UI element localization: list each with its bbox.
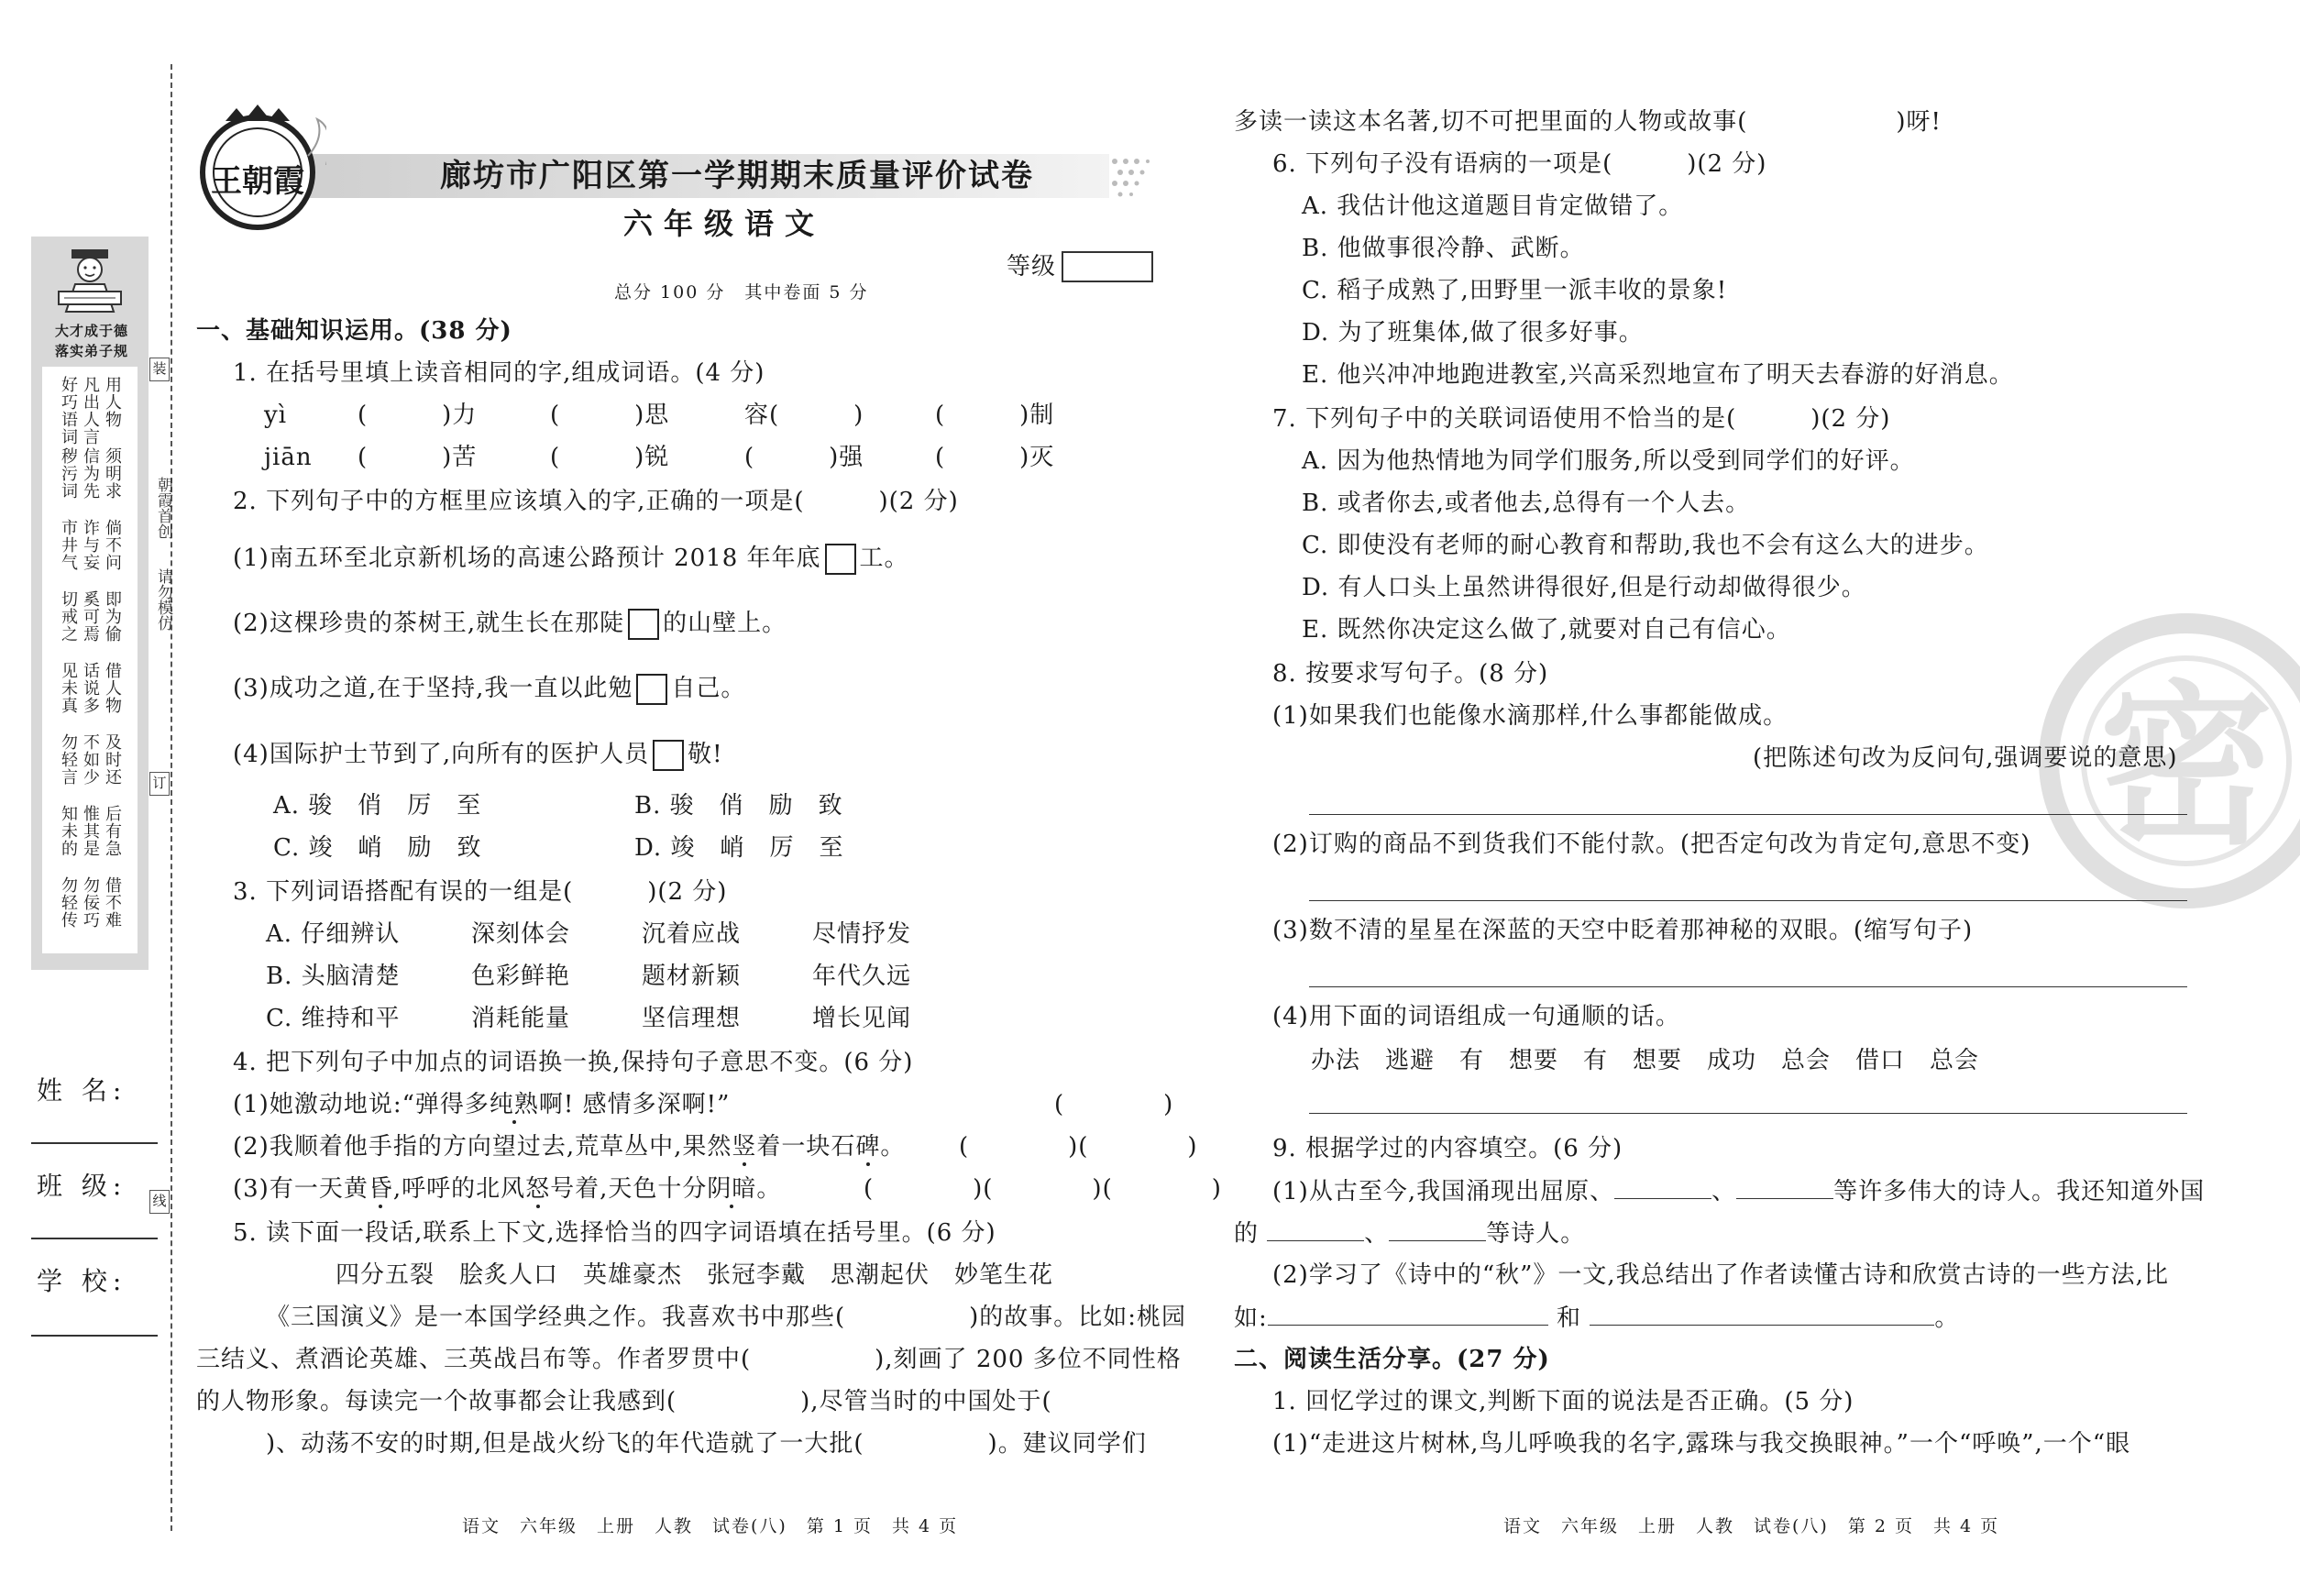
q3-b-1[interactable]: B. 头脑清楚 [266, 963, 401, 990]
proverb-13: 见未真 [59, 662, 78, 714]
proverb-18: 及时还 [103, 733, 122, 786]
seal-char-3: 线 [149, 1190, 170, 1214]
r-q1-item-1: (1)“走进这片树林,鸟儿呼唤我的名字,露珠与我交换眼神。”一个“呼唤”,一个“眼 [1272, 1430, 2131, 1458]
q2-sentence-1: (1)南五环至北京新机场的高速公路预计 2018 年年底 工。 [233, 543, 909, 575]
q5-word-bank: 四分五裂 脍炙人口 英雄豪杰 张冠李戴 思潮起伏 妙笔生花 [336, 1261, 1054, 1289]
proverb-21: 后有急 [103, 805, 122, 857]
proverb-8: 诈与妄 [81, 519, 100, 571]
q1-blank-8[interactable]: ( )灭 [935, 444, 1055, 471]
q5-passage-2: 三结义、煮酒论英雄、三英战吕布等。作者罗贯中( ),刻画了 200 多位不同性格 [196, 1346, 1182, 1373]
page-title: 廊坊市广阳区第一学期期末质量评价试卷 [440, 158, 1034, 194]
q3-a-1[interactable]: A. 仔细辨认 [266, 920, 401, 948]
q8-stem: 8. 按要求写句子。(8 分) [1272, 660, 1549, 688]
q7-option-c[interactable]: C. 即使没有老师的耐心教育和帮助,我也不会有这么大的进步。 [1302, 532, 1989, 559]
r-q1-stem: 1. 回忆学过的课文,判断下面的说法是否正确。(5 分) [1272, 1388, 1854, 1415]
seal-char-1: 装 [149, 358, 170, 381]
q3-a-4: 尽情抒发 [812, 920, 912, 948]
proverb-20: 惟其是 [81, 805, 100, 857]
q2-box-1[interactable] [825, 544, 856, 575]
q8-answer-line-4[interactable] [1309, 1113, 2187, 1114]
q5-passage-1: 《三国演义》是一本国学经典之作。我喜欢书中那些( )的故事。比如:桃园 [266, 1304, 1187, 1331]
q3-b-3: 题材新颖 [642, 963, 742, 990]
q8-sentence-4: (4)用下面的词语组成一句通顺的话。 [1272, 1003, 1680, 1030]
q2-stem: 2. 下列句子中的方框里应该填入的字,正确的一项是( )(2 分) [233, 488, 959, 515]
q2-sentence-4: (4)国际护士节到了,向所有的医护人员 敬! [233, 739, 723, 771]
q1-blank-5[interactable]: ( )苦 [358, 444, 478, 471]
q9-line-2: 的 、 等诗人。 [1234, 1217, 1585, 1249]
q9-blank-2[interactable] [1736, 1175, 1833, 1199]
class-label: 班 级: [37, 1171, 127, 1201]
q2-box-4[interactable] [653, 740, 684, 771]
q3-c-2: 消耗能量 [471, 1005, 571, 1032]
school-line[interactable] [31, 1335, 158, 1337]
name-line[interactable] [31, 1142, 158, 1144]
q3-b-2: 色彩鲜艳 [471, 963, 571, 990]
q7-option-d[interactable]: D. 有人口头上虽然讲得很好,但是行动却做得很少。 [1302, 574, 1866, 601]
proverb-22: 勿轻传 [59, 876, 78, 929]
q4-answer-3[interactable]: ( )( )( ) [864, 1175, 1222, 1203]
q6-stem: 6. 下列句子没有语病的一项是( )(2 分) [1272, 150, 1767, 178]
q8-answer-line-1[interactable] [1309, 814, 2187, 815]
q6-option-e[interactable]: E. 他兴冲冲地跑进教室,兴高采烈地宣布了明天去春游的好消息。 [1302, 361, 2014, 389]
q4-stem: 4. 把下列句子中加点的词语换一换,保持句子意思不变。(6 分) [233, 1049, 914, 1076]
q4-sentence-2: (2)我顺着他手指的方向望过去,荒草丛中,果然竖着一块石碑。 [233, 1133, 906, 1161]
q8-sentence-2: (2)订购的商品不到货我们不能付款。(把否定句改为肯定句,意思不变) [1272, 831, 2031, 858]
proverb-4: 秽污词 [59, 447, 78, 500]
seal-char-2: 订 [149, 772, 170, 796]
q7-option-a[interactable]: A. 因为他热情地为同学们服务,所以受到同学们的好评。 [1302, 447, 1915, 475]
q2-box-3[interactable] [636, 674, 667, 705]
q9-line-3: (2)学习了《诗中的“秋”》一文,我总结出了作者读懂古诗和欣赏古诗的一些方法,比 [1272, 1261, 2169, 1289]
proverb-23: 勿佞巧 [81, 876, 100, 929]
q5-passage-4: )、动荡不安的时期,但是战火纷飞的年代造就了一大批( )。建议同学们 [266, 1430, 1147, 1458]
q6-option-a[interactable]: A. 我估计他这道题目肯定做错了。 [1302, 193, 1684, 220]
q5-passage-3: 的人物形象。每读完一个故事都会让我感到( ),尽管当时的中国处于( [196, 1388, 1052, 1415]
q9-line-4: 如: 和 。 [1234, 1302, 1959, 1334]
q9-blank-4[interactable] [1389, 1217, 1486, 1241]
proverb-1: 好巧语词 [59, 376, 78, 446]
page-subtitle: 六年级语文 [623, 206, 826, 241]
q7-option-e[interactable]: E. 既然你决定这么做了,就要对自己有信心。 [1302, 616, 1791, 644]
q9-blank-6[interactable] [1590, 1302, 1934, 1326]
proverb-12: 即为偷 [103, 590, 122, 643]
proverb-17: 不如少 [81, 733, 100, 786]
q8-answer-line-2[interactable] [1309, 900, 2187, 901]
proverb-7: 市井气 [59, 519, 78, 571]
q3-b-4: 年代久远 [812, 963, 912, 990]
q2-option-c[interactable]: C. 竣 峭 励 致 [273, 834, 482, 862]
q7-option-b[interactable]: B. 或者你去,或者他去,总得有一个人去。 [1302, 490, 1751, 517]
q9-blank-5[interactable] [1268, 1302, 1548, 1326]
q1-blank-7[interactable]: ( )强 [744, 444, 864, 471]
q2-sentence-2: (2)这棵珍贵的茶树王,就生长在那陡 的山壁上。 [233, 608, 787, 640]
proverb-19: 知未的 [59, 805, 78, 857]
grade-box[interactable] [1062, 251, 1153, 282]
q9-blank-3[interactable] [1267, 1217, 1364, 1241]
q3-a-2: 深刻体会 [471, 920, 571, 948]
q1-blank-6[interactable]: ( )锐 [550, 444, 670, 471]
q6-option-d[interactable]: D. 为了班集体,做了很多好事。 [1302, 319, 1644, 347]
proverb-panel [31, 237, 149, 970]
q8-sentence-1: (1)如果我们也能像水滴那样,什么事都能做成。 [1272, 702, 1788, 730]
q8-word-list: 办法 逃避 有 想要 有 想要 成功 总会 借口 总会 [1311, 1047, 1980, 1074]
q6-option-b[interactable]: B. 他做事很冷静、武断。 [1302, 235, 1585, 262]
q4-answer-2[interactable]: ( )( ) [959, 1133, 1198, 1161]
q2-option-d[interactable]: D. 竣 峭 厉 至 [634, 834, 844, 862]
q1-blank-3[interactable]: 容( ) [744, 402, 864, 429]
proverb-11: 奚可焉 [81, 590, 100, 643]
school-label: 学 校: [37, 1266, 127, 1296]
q4-answer-1[interactable]: ( ) [1054, 1091, 1174, 1118]
proverb-6: 须明求 [103, 447, 122, 500]
logo-text: 王朝霞 [211, 163, 304, 200]
dot-pattern-icon [1109, 154, 1161, 198]
q2-box-2[interactable] [628, 609, 659, 640]
q8-sentence-3: (3)数不清的星星在深蓝的天空中眨着那神秘的双眼。(缩写句子) [1272, 917, 1974, 944]
grade-label: 等级 [1007, 253, 1057, 281]
q9-stem: 9. 根据学过的内容填空。(6 分) [1272, 1135, 1623, 1162]
q3-c-3: 坚信理想 [642, 1005, 742, 1032]
q8-answer-line-3[interactable] [1309, 986, 2187, 987]
q3-a-3: 沉着应战 [642, 920, 742, 948]
class-line[interactable] [31, 1238, 158, 1239]
footer-page-1: 语文 六年级 上册 人教 试卷(八) 第 1 页 共 4 页 [462, 1516, 959, 1536]
q2-option-a[interactable]: A. 骏 俏 厉 至 [273, 792, 482, 820]
q1-stem: 1. 在括号里填上读音相同的字,组成词语。(4 分) [233, 359, 765, 387]
q2-sentence-3: (3)成功之道,在于坚持,我一直以此勉 自己。 [233, 673, 745, 705]
seam-text-1: 朝霞首创 [154, 477, 172, 539]
q4-sentence-1: (1)她激动地说:“弹得多纯熟啊! 感情多深啊!” [233, 1091, 731, 1118]
proverb-2: 凡出人言 [81, 376, 100, 446]
q2-option-b[interactable]: B. 骏 俏 励 致 [634, 792, 843, 820]
q9-blank-1[interactable] [1614, 1175, 1711, 1199]
motto-line-2: 落实弟子规 [54, 343, 128, 359]
q3-c-4: 增长见闻 [812, 1005, 912, 1032]
q1-blank-1[interactable]: ( )力 [358, 402, 478, 429]
proverb-5: 信为先 [81, 447, 100, 500]
q1-pinyin-1: yì [264, 402, 288, 429]
q7-stem: 7. 下列句子中的关联词语使用不恰当的是( )(2 分) [1272, 405, 1891, 433]
motto-line-1: 大才成于德 [54, 323, 128, 339]
proverb-24: 借不难 [103, 876, 122, 929]
proverb-15: 借人物 [103, 662, 122, 714]
section-2-heading: 二、阅读生活分享。(27 分) [1234, 1346, 1550, 1373]
footer-page-2: 语文 六年级 上册 人教 试卷(八) 第 2 页 共 4 页 [1503, 1516, 2000, 1536]
proverb-14: 话说多 [81, 662, 100, 714]
q3-stem: 3. 下列词语搭配有误的一组是( )(2 分) [233, 878, 728, 906]
q1-blank-2[interactable]: ( )思 [550, 402, 670, 429]
q9-line-1: (1)从古至今,我国涌现出屈原、 、 等许多伟大的诗人。我还知道外国 [1272, 1175, 2205, 1207]
scholar-icon [51, 244, 128, 317]
q1-pinyin-2: jiān [264, 444, 313, 471]
q1-blank-4[interactable]: ( )制 [935, 402, 1055, 429]
r-continued-text: 多读一读这本名著,切不可把里面的人物或故事( )呀! [1234, 108, 1942, 136]
score-note: 总分 100 分 其中卷面 5 分 [614, 282, 869, 303]
q4-sentence-3: (3)有一天黄昏,呼呼的北风怒号着,天色十分阴暗。 [233, 1175, 782, 1203]
proverb-box [42, 367, 138, 953]
q3-c-1[interactable]: C. 维持和平 [266, 1005, 401, 1032]
proverb-9: 倘不问 [103, 519, 122, 571]
seam-text-2: 请勿模仿 [154, 568, 172, 631]
q6-option-c[interactable]: C. 稻子成熟了,田野里一派丰收的景象! [1302, 277, 1728, 304]
proverb-10: 切戒之 [59, 590, 78, 643]
q8-requirement-1: (把陈述句改为反问句,强调要说的意思) [1753, 744, 2178, 772]
proverb-3: 用人物 [103, 376, 122, 428]
q5-stem: 5. 读下面一段话,联系上下文,选择恰当的四字词语填在括号里。(6 分) [233, 1219, 996, 1247]
binding-line [171, 64, 172, 1531]
section-1-heading: 一、基础知识运用。(38 分) [196, 317, 512, 345]
watermark-char: 密 [2099, 664, 2274, 868]
name-label: 姓 名: [37, 1075, 127, 1106]
proverb-16: 勿轻言 [59, 733, 78, 786]
